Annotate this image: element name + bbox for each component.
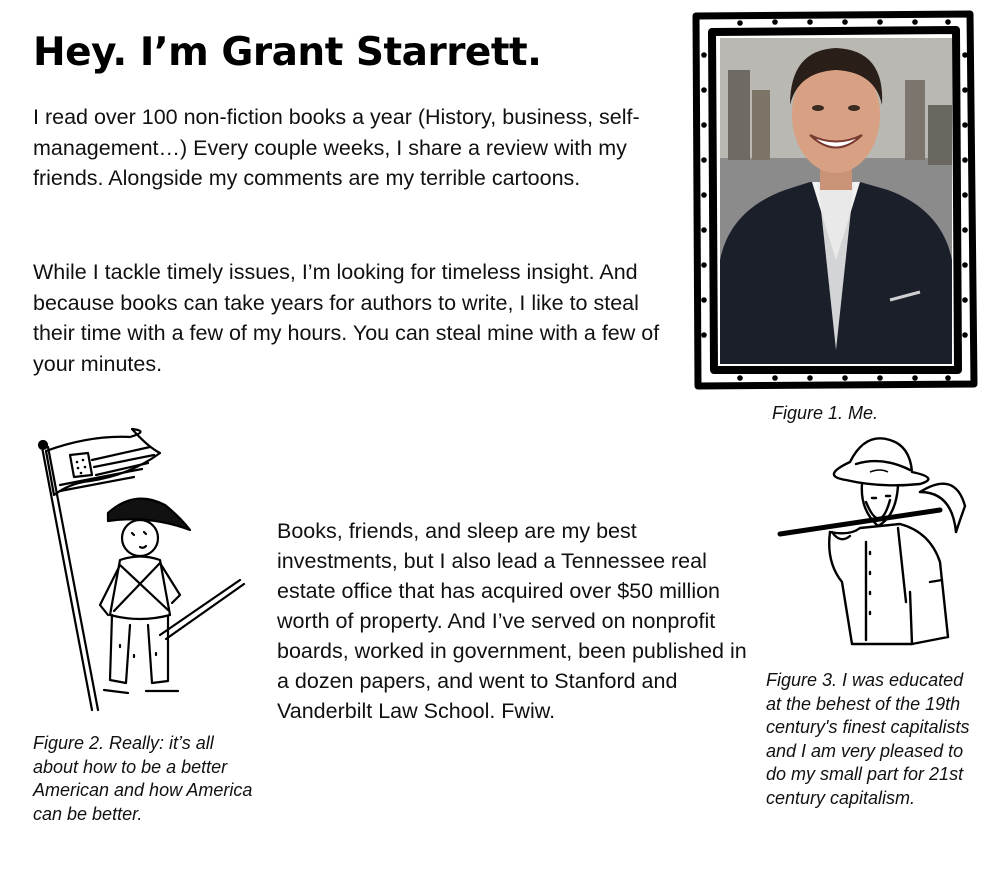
figure-3-caption: Figure 3. I was educated at the behest of the 19th century's finest capitalists and I am very pleased to do my small part for 21st century capitalism. xyxy=(766,670,970,808)
page-title: Hey. I’m Grant Starrett. xyxy=(33,30,542,75)
miner-illustration xyxy=(770,432,980,654)
figure-1-caption: Figure 1. Me. xyxy=(772,403,879,423)
portrait-frame xyxy=(690,10,980,390)
intro-paragraph-1: I read over 100 non-fiction books a year (History, business, self-management…) Every couple weeks, I share a review with my friends. Alongside my comments are my terrible cartoons. xyxy=(33,105,640,190)
bio-paragraph: Books, friends, and sleep are my best investments, but I also lead a Tennessee real estate office that has acquired over $50 million worth of property. And I’ve served on nonprofit boards, worked in government, been published in a dozen papers, and went to Stanford and Vanderbilt Law School. Fwiw. xyxy=(277,519,747,723)
colonial-soldier-illustration xyxy=(30,425,250,715)
intro-paragraph-2: While I tackle timely issues, I’m looking for timeless insight. And because books can take years for authors to write, I like to steal their time with a few of my hours. You can steal mine with a few of your minutes. xyxy=(33,260,660,376)
figure-2-caption: Figure 2. Really: it’s all about how to be a better American and how America can be better. xyxy=(33,733,253,824)
